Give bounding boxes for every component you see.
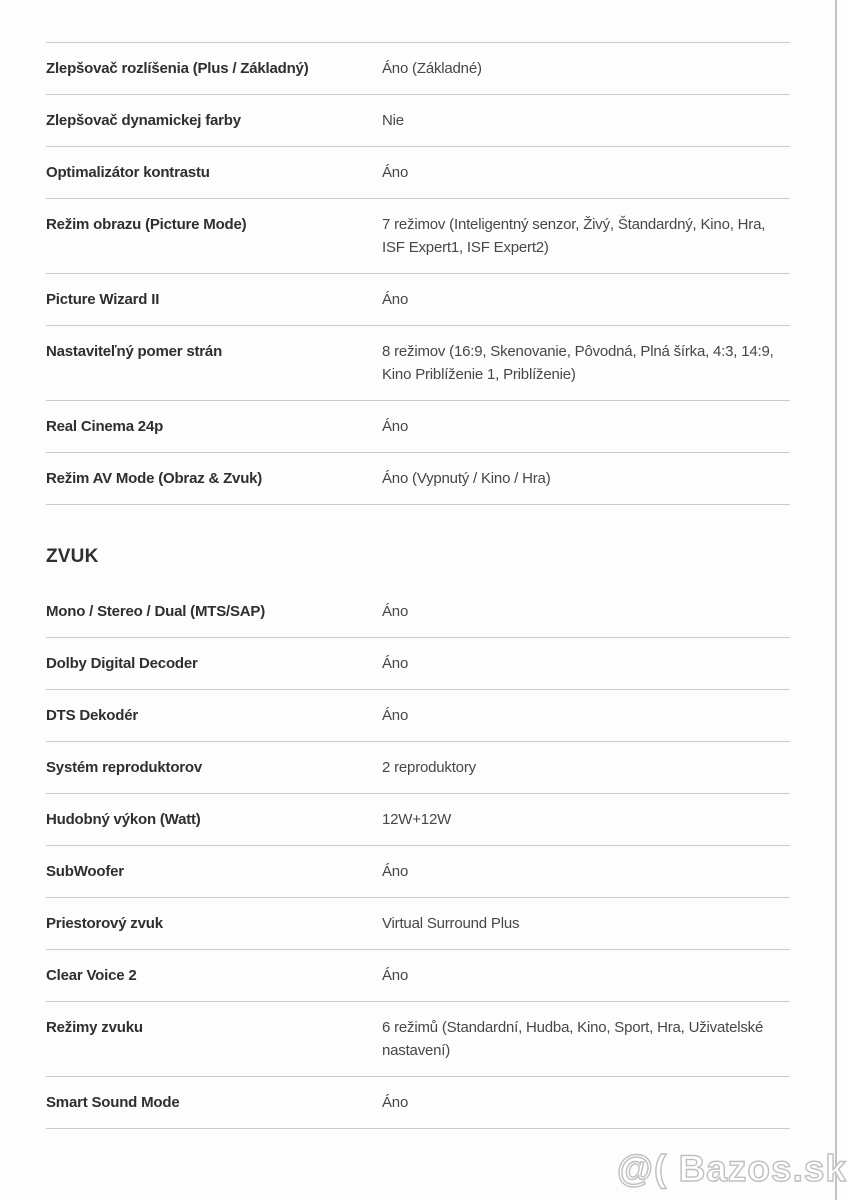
spec-row [46, 638, 790, 690]
spec-table [46, 42, 790, 505]
spec-row [46, 690, 790, 742]
spec-value: 7 režimov (Inteligentný senzor, Živý, Štandardný, Kino, Hra, ISF Expert1, ISF Expert2) [382, 216, 766, 256]
spec-value: Áno [382, 707, 409, 724]
spec-label: Zlepšovač rozlíšenia (Plus / Základný) [46, 60, 309, 77]
spec-value: Áno [382, 863, 409, 880]
spec-row [46, 147, 790, 199]
spec-label: Picture Wizard II [46, 291, 160, 308]
spec-value: Áno (Vypnutý / Kino / Hra) [382, 470, 551, 487]
spec-row [46, 453, 790, 505]
spec-value: 8 režimov (16:9, Skenovanie, Pôvodná, Plná šírka, 4:3, 14:9, Kino Priblíženie 1, Priblíženie) [382, 343, 774, 383]
spec-row [46, 274, 790, 326]
spec-value: Áno (Základné) [382, 60, 482, 77]
spec-value: Áno [382, 164, 409, 181]
spec-value: Áno [382, 418, 409, 435]
spec-label: Zlepšovač dynamickej farby [46, 112, 241, 129]
spec-value: Virtual Surround Plus [382, 915, 520, 932]
spec-row [46, 950, 790, 1002]
spec-label: Režim AV Mode (Obraz & Zvuk) [46, 470, 263, 487]
spec-row [46, 326, 790, 401]
spec-label: Priestorový zvuk [46, 915, 163, 932]
spec-label: Nastaviteľný pomer strán [46, 343, 223, 360]
spec-value: Áno [382, 967, 409, 984]
spec-table [46, 586, 790, 1129]
spec-row [46, 898, 790, 950]
spec-label: SubWoofer [46, 863, 124, 880]
spec-row [46, 95, 790, 147]
spec-label: Režim obrazu (Picture Mode) [46, 216, 247, 233]
spec-row [46, 1077, 790, 1129]
spec-label: Režimy zvuku [46, 1019, 143, 1036]
spec-label: Mono / Stereo / Dual (MTS/SAP) [46, 603, 266, 620]
spec-label: Smart Sound Mode [46, 1094, 180, 1111]
spec-row [46, 42, 790, 95]
spec-row [46, 401, 790, 453]
spec-row [46, 586, 790, 638]
spec-row [46, 846, 790, 898]
spec-label: Optimalizátor kontrastu [46, 164, 210, 181]
spec-label: DTS Dekodér [46, 707, 138, 724]
section-heading: ZVUK [46, 546, 99, 567]
spec-value: 2 reproduktory [382, 759, 476, 776]
spec-value: Áno [382, 1094, 409, 1111]
spec-label: Systém reproduktorov [46, 759, 203, 776]
scan-artifact-line [835, 0, 837, 1200]
spec-value: Áno [382, 603, 409, 620]
spec-value: Nie [382, 112, 404, 129]
bazos-watermark: @( Bazos.sk [616, 1148, 847, 1189]
spec-label: Clear Voice 2 [46, 967, 137, 984]
spec-row [46, 199, 790, 274]
spec-row [46, 794, 790, 846]
spec-label: Real Cinema 24p [46, 418, 164, 435]
spec-content [46, 42, 790, 1129]
spec-value: 12W+12W [382, 811, 452, 828]
spec-value: Áno [382, 655, 409, 672]
spec-row [46, 1002, 790, 1077]
spec-label: Dolby Digital Decoder [46, 655, 198, 672]
spec-value: Áno [382, 291, 409, 308]
spec-value: 6 režimů (Standardní, Hudba, Kino, Sport, Hra, Uživatelské nastavení) [382, 1019, 764, 1059]
spec-row [46, 742, 790, 794]
spec-label: Hudobný výkon (Watt) [46, 811, 201, 828]
